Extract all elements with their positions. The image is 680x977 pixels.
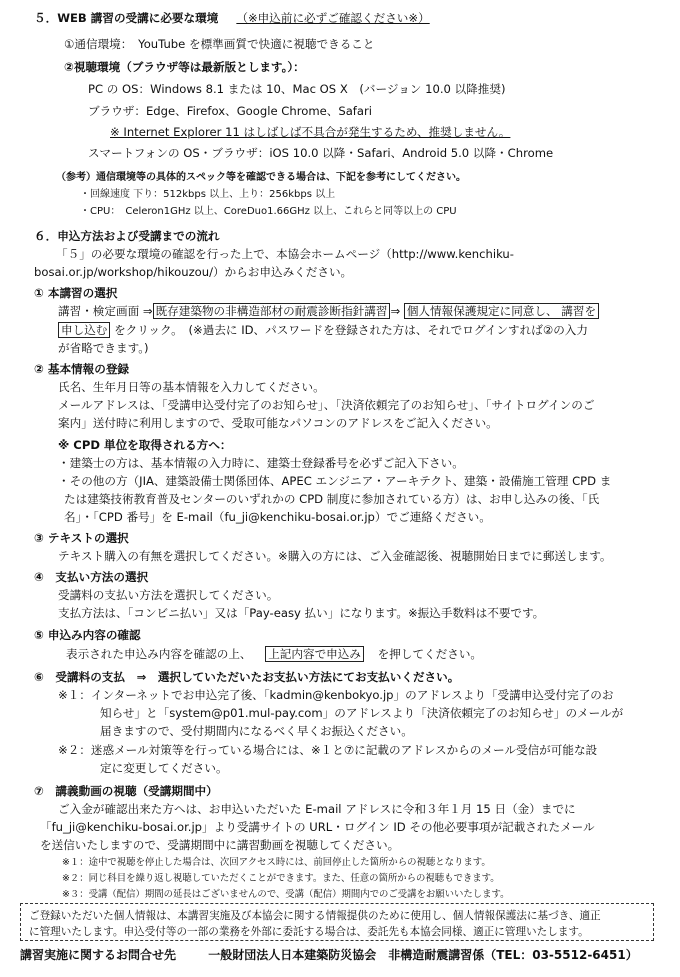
step6-note-1a: ※１：インターネットでお申込完了後、「kadmin@kenbokyo.jp」のアドレスより「受講申込受付完了のお	[58, 688, 614, 702]
step2-title: ② 基本情報の登録	[34, 362, 130, 376]
section-5-note: （※申込前に必ずご確認ください※）	[236, 11, 430, 25]
smartphone-env: スマートフォンの OS・ブラウザ：iOS 10.0 以降・Safari、Android 5.0 以降・Chrome	[88, 146, 554, 160]
ie-warning: ※ Internet Explorer 11 はしばしば不具合が発生するため、推奨しません。	[110, 125, 511, 139]
step2-line-3: 案内」送付時に利用しますので、受取可能なパソコンのアドレスをご記入ください。	[58, 416, 498, 430]
reference-note: （参考）通信環境等の具体的スペック等を確認できる場合は、下記を参考にしてください。	[56, 172, 466, 183]
section-6-heading: ６．申込方法および受講までの流れ	[34, 229, 220, 243]
step4-line-1: 受講料の支払い方法を選択してください。	[58, 588, 279, 602]
intro-line-1: 「５」の必要な環境の確認を行った上で、本協会ホームページ（http://www.kenchiku-	[56, 247, 514, 261]
cpd-title: ※ CPD 単位を取得される方へ：	[58, 438, 232, 452]
step5-instruction-end: を押してください。	[377, 647, 483, 661]
step5-title: ⑤ 申込み内容の確認	[34, 628, 141, 642]
step7-note-2: ※２：同じ科目を繰り返し視聴していただくことができます。また、任意の箇所からの視聴もできます。	[62, 873, 500, 884]
confirm-apply-button[interactable]: 上記内容で申込み	[265, 646, 364, 662]
step4-line-2: 支払方法は、「コンビニ払い」又は「Pay-easy 払い」になります。※振込手数料は不要です。	[58, 606, 545, 620]
cpd-line-1: ・建築士の方は、基本情報の入力時に、建築士登録番号を必ずご記入下さい。	[58, 456, 464, 470]
step3-line-1: テキスト購入の有無を選択してください。※購入の方には、ご入金確認後、視聴開始日までに郵送します。	[58, 549, 612, 563]
pc-os: PC の OS：Windows 8.1 または 10、Mac OS X (バージョン 10.0 以降推奨)	[88, 82, 506, 96]
seminar-select-link[interactable]: 既存建築物の非構造部材の耐震診断指針講習	[153, 303, 391, 319]
privacy-line-1: ご登録いただいた個人情報は、本講習実施及び本協会に関する情報提供のために使用し、個人情報保護法に基づき、適正	[29, 910, 601, 922]
step6-note-1b: 知らせ」と「system@p01.mul-pay.com」のアドレスより「決済依頼完了のお知らせ」のメールが	[100, 706, 624, 720]
step4-title: ④ 支払い方法の選択	[34, 570, 149, 584]
footer-organization: 一般財団法人日本建築防災協会 非構造耐震講習係（TEL：03-5512-6451）	[208, 948, 638, 962]
step7-line-3: を送信いたしますので、受講期間中に講習動画を視聴してください。	[40, 838, 400, 852]
step7-title: ⑦ 講義動画の視聴（受講期間中）	[34, 784, 218, 798]
cpd-line-2: ・その他の方（JIA、建築設備士関係団体、APEC エンジニア・アーキテクト、建築・設備施工管理 CPD ま	[58, 474, 612, 488]
step1-line-2	[58, 322, 588, 340]
privacy-line-2: に管理いたします。申込受付等の一部の業務を外部に委託する場合は、委託先も本協会同様、適正に管理いたします。	[29, 926, 589, 939]
apply-button[interactable]: 申し込む	[58, 322, 110, 338]
step3-title: ③ テキストの選択	[34, 531, 129, 545]
line-speed: ・回線速度 下り：512kbps 以上、上り：256kbps 以上	[80, 189, 336, 200]
step6-note-2a: ※２：迷惑メール対策等を行っている場合には、※１と⑦に記載のアドレスからのメール受信が可能な設	[58, 743, 598, 757]
cpu-spec: ・CPU： Celeron1GHz 以上、CoreDuo1.66GHz 以上、これらと同等以上の CPU	[80, 206, 457, 217]
step7-line-2: 「fu_ji@kenchiku-bosai.or.jp」より受講サイトの URL・ログイン ID その他必要事項が記載されたメール	[40, 820, 595, 834]
step7-line-1: ご入金が確認出来た方へは、お申込いただいた E-mail アドレスに令和３年１月 15 日（金）までに	[58, 802, 576, 816]
comm-env: ①通信環境： YouTube を標準画質で快適に視聴できること	[64, 37, 375, 51]
step1-screen-label: 講習・検定画面 ⇒	[58, 304, 153, 318]
arrow: ⇒	[390, 304, 401, 318]
cpd-line-4: 名」・「CPD 番号」を E-mail（fu_ji@kenchiku-bosai.or.jp）でご連絡ください。	[64, 510, 491, 524]
intro-line-2: bosai.or.jp/workshop/hikouzou/）からお申込みください。	[34, 265, 353, 279]
step7-note-3: ※３：受講（配信）期間の延長はございませんので、受講（配信）期間内でのご受講をお願いいたします。	[62, 889, 510, 900]
step7-note-1: ※１：途中で視聴を停止した場合は、次回アクセス時には、前回停止した箇所からの視聴となります。	[62, 857, 491, 868]
privacy-notice	[20, 903, 654, 941]
step5-instruction: 表示された申込み内容を確認の上、	[66, 647, 252, 661]
step1-line-1	[58, 303, 599, 321]
step2-line-2: メールアドレスは、「受講申込受付完了のお知らせ」、「決済依頼完了のお知らせ」、「サイトログインのご	[58, 398, 595, 412]
agree-privacy-box[interactable]: 個人情報保護規定に同意し、 講習を	[404, 303, 599, 319]
footer-label: 講習実施に関するお問合せ先	[20, 948, 177, 962]
step1-instruction: をクリック。 (※過去に ID、パスワードを登録された方は、それでログインすれば②の入力	[114, 323, 588, 337]
step1-line-3: が省略できます。)	[58, 341, 149, 355]
step6-title: ⑥ 受講料の支払 ⇒ 選択していただいたお支払い方法にてお支払いください。	[34, 670, 460, 684]
step5-line-1	[66, 646, 482, 664]
step6-note-1c: 届きますので、受付期間内になるべく早くお振込ください。	[100, 724, 413, 738]
section-5-heading	[34, 10, 430, 28]
step2-line-1: 氏名、生年月日等の基本情報を入力してください。	[58, 380, 325, 394]
footer-contact	[20, 946, 638, 965]
view-env: ②視聴環境（ブラウザ等は最新版とします。）：	[64, 60, 305, 74]
cpd-line-3: たは建築技術教育普及センターのいずれかの CPD 制度に参加されている方）は、お申し込みの後、「氏	[64, 492, 600, 506]
step1-title: ① 本講習の選択	[34, 286, 118, 300]
step6-note-2b: 定に変更してください。	[100, 761, 228, 775]
browser: ブラウザ：Edge、Firefox、Google Chrome、Safari	[88, 104, 372, 118]
section-5-title: ５．WEB 講習の受講に必要な環境	[34, 11, 219, 25]
